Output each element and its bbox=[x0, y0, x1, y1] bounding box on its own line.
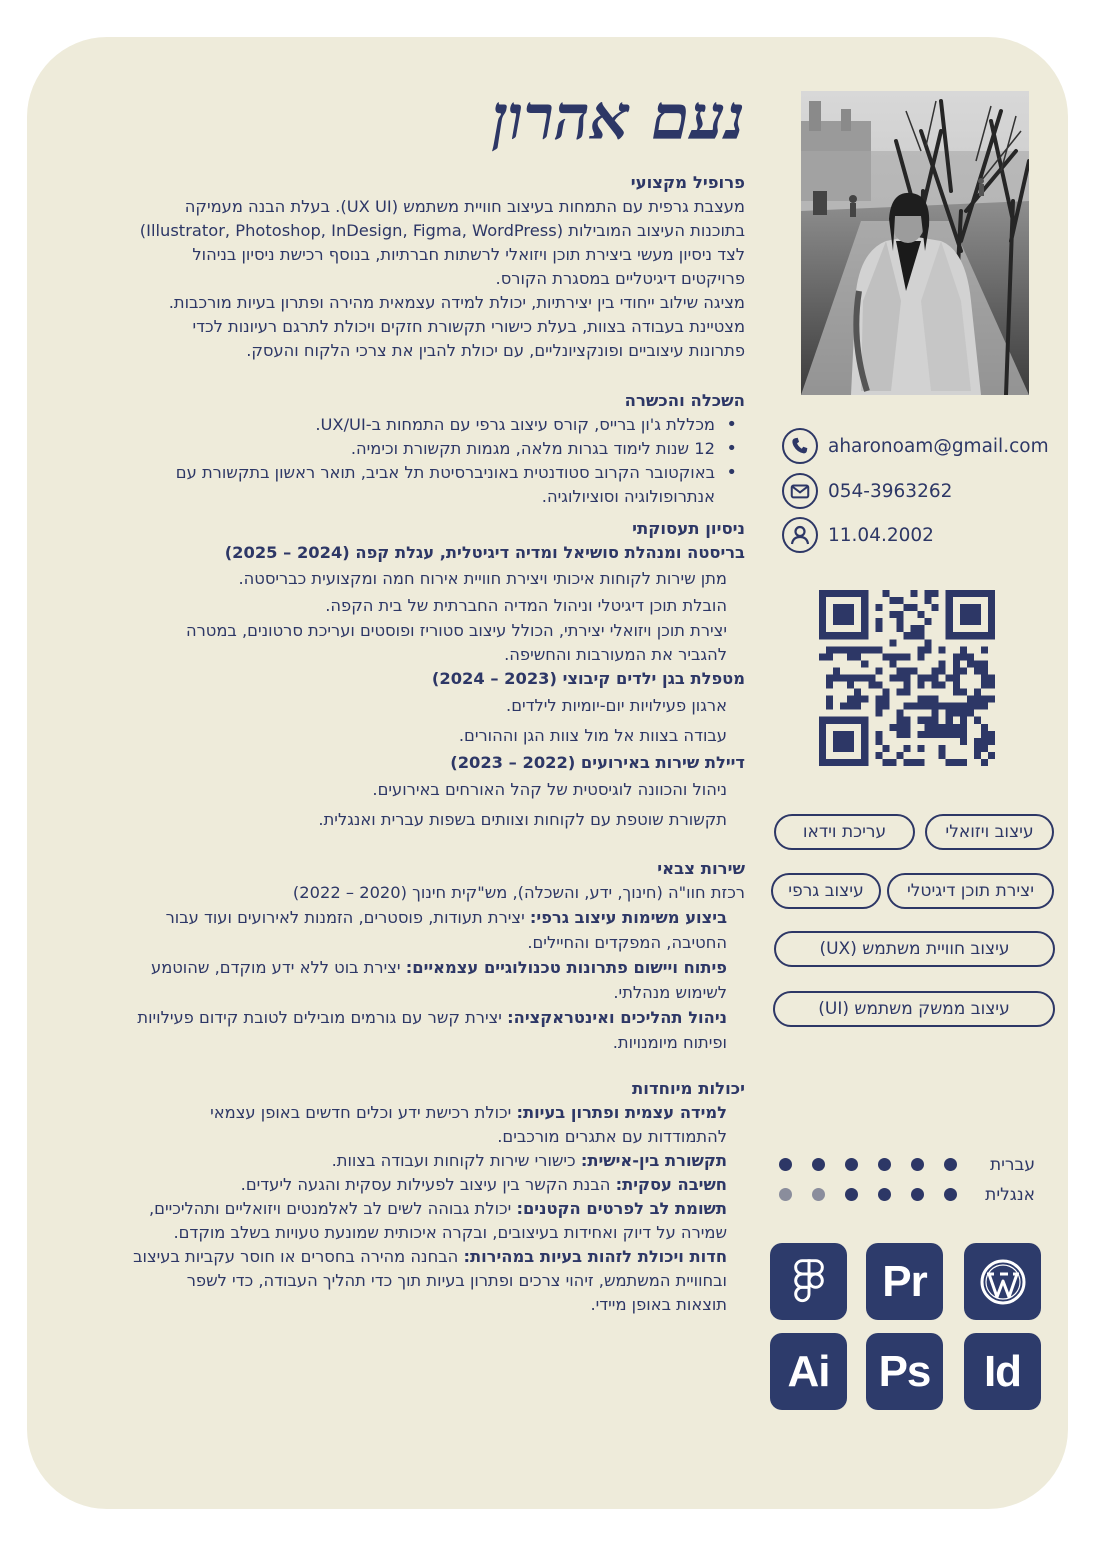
level-dot bbox=[878, 1188, 891, 1201]
job-title: מטפלת בגן ילדים קיבוצי (2023 – 2024) bbox=[431, 669, 745, 688]
language-row bbox=[775, 1152, 1045, 1178]
main-column bbox=[60, 171, 745, 1317]
education-item: • מכללת ג'ון ברייס, קורס עיצוב גרפי עם התמחות ב-UX/UI. bbox=[60, 413, 745, 437]
level-dot bbox=[779, 1158, 792, 1171]
job-line: מתן שירות לקוחות איכותי ויצירת חוויית אירוח חמה ומקצועית כבריסטה. bbox=[238, 569, 727, 588]
profile-line: מציגה שילוב ייחודי בין יצירתיות, יכולת למידה עצמאית מהירה ופתרון בעיות מורכבות. bbox=[168, 293, 745, 312]
ability-item: תשומת לב לפרטים הקטנים: יכולת גבוהה לשים לב לאלמנטים ויזואליים ותהליכיים, bbox=[148, 1199, 727, 1218]
level-dot bbox=[944, 1158, 957, 1171]
ability-item: חשיבה עסקית: הבנת הקשר בין עיצוב לפעילות עסקית והגעה ליעדים. bbox=[240, 1175, 727, 1194]
ability-item-cont: שמירה על דיוק ואחידות בעיצובים, ובקרה איכותית שמונעת טעויות בשלב מוקדם. bbox=[173, 1223, 727, 1242]
profile-section bbox=[60, 171, 745, 363]
military-item: ביצוע משימות עיצוב גרפי: יצירת תעודות, פוסטרים, הזמנות לאירועים ועוד עבור bbox=[165, 908, 727, 927]
education-title: השכלה והכשרה bbox=[624, 391, 745, 410]
education-section bbox=[60, 389, 745, 509]
resume-name: נעם אהרון bbox=[491, 81, 745, 154]
job-line: להגביר את המעורבות והחשיפה. bbox=[504, 645, 727, 664]
profile-title: פרופיל מקצועי bbox=[630, 173, 745, 192]
job-line: תקשורת שוטפת עם לקוחות וצוותים בשפות עברית ואנגלית. bbox=[318, 810, 727, 829]
abilities-title: יכולות מיוחדות bbox=[632, 1079, 745, 1098]
level-dot bbox=[878, 1158, 891, 1171]
skill-tag: עיצוב גרפי bbox=[771, 873, 881, 909]
level-dot bbox=[812, 1158, 825, 1171]
ability-item-cont: להתמודדות עם אתגרים מורכבים. bbox=[497, 1127, 727, 1146]
experience-title: ניסיון תעסוקתי bbox=[632, 519, 745, 538]
military-section bbox=[60, 857, 745, 1055]
level-dot bbox=[845, 1188, 858, 1201]
ability-item: למידה עצמית ופתרון בעיות: יכולת רכישת ידע וכלים חדשים באופן עצמאי bbox=[210, 1103, 727, 1122]
phone-text: 054-3963262 bbox=[828, 480, 953, 502]
military-item: ניהול תהליכים ואינטראקציה: יצירת קשר עם גורמים מובילים לטובת קידום פעילויות bbox=[137, 1008, 727, 1027]
education-item: • באוקטובר הקרוב סטודנטית באוניברסיטת תל אביב, תואר ראשון בתקשורת עם אנתרופולוגיה וסוציולוגיה. bbox=[60, 461, 745, 509]
military-item: פיתוח ויישום פתרונות טכנולוגיים עצמאיים: יצירת בוט ללא ידע מוקדם, שהוטמע bbox=[151, 958, 727, 977]
skill-tag: עיצוב חוויית משתמש (UX) bbox=[774, 931, 1055, 967]
birthdate-text: 11.04.2002 bbox=[828, 524, 934, 546]
education-item: • 12 שנות לימוד בגרות מלאה, מגמות תקשורת וכימיה. bbox=[60, 437, 745, 461]
military-item-cont: החטיבה, המפקדים והחיילים. bbox=[527, 933, 727, 952]
military-subtitle: רכזת חוו"ה (חינוך, ידע, והשכלה), מש"קית חינוך (2020 – 2022) bbox=[292, 883, 745, 902]
illustrator-icon: Ai bbox=[770, 1333, 847, 1410]
contact-phone[interactable] bbox=[780, 471, 1070, 511]
skill-tag: יצירת תוכן דיגיטלי bbox=[887, 873, 1054, 909]
photoshop-icon: Ps bbox=[866, 1333, 943, 1410]
ability-item-cont: תוצאות באופן מיידי. bbox=[590, 1295, 727, 1314]
job-line: יצירת תוכן ויזואלי יצירתי, הכולל עיצוב סטוריז ופוסטים ועריכת סרטונים, במטרה bbox=[185, 621, 727, 640]
language-row bbox=[775, 1182, 1045, 1208]
job-line: הובלת תוכן דיגיטלי וניהול המדיה החברתית של בית הקפה. bbox=[325, 596, 727, 615]
ability-item: תקשורת בין-אישית: כישורי שירות לקוחות ועבודה בצוות. bbox=[331, 1151, 727, 1170]
user-icon bbox=[782, 517, 818, 553]
skill-tag: עיצוב ממשק משתמש (UI) bbox=[773, 991, 1055, 1027]
profile-photo bbox=[801, 91, 1029, 395]
ability-item: חדות ויכולת לזהות בעיות במהירות: הבחנה מהירה בחסרים או חוסר עקביות בעיצוב bbox=[133, 1247, 727, 1266]
profile-line: מעצבת גרפית עם התמחות בעיצוב חוויית משתמש (UX UI). בעלת הבנה מעמיקה bbox=[184, 197, 745, 216]
profile-line: פרויקטים דיגיטליים במסגרת הקורס. bbox=[495, 269, 745, 288]
language-name: עברית bbox=[989, 1155, 1035, 1175]
email-text: aharonoam@gmail.com bbox=[828, 435, 1049, 457]
wordpress-icon bbox=[964, 1243, 1041, 1320]
level-dot bbox=[812, 1188, 825, 1201]
profile-line: בתוכנות העיצוב המובילות (Illustrator, Photoshop, InDesign, Figma, WordPress) bbox=[139, 221, 745, 240]
premiere-icon: Pr bbox=[866, 1243, 943, 1320]
profile-line: פתרונות עיצוביים ופונקציונליים, עם יכולת להבין את צרכי הלקוח והעסק. bbox=[246, 341, 745, 360]
abilities-section bbox=[60, 1077, 745, 1317]
contact-email[interactable] bbox=[780, 426, 1070, 466]
ability-item-cont: ובחוויית המשתמש, זיהוי צרכים ופתרון בעיות תוך כדי תהליך העבודה, כדי לשפר bbox=[186, 1271, 727, 1290]
contact-birthdate bbox=[780, 515, 1070, 555]
military-title: שירות צבאי bbox=[657, 859, 745, 878]
level-dot bbox=[779, 1188, 792, 1201]
job-line: ניהול והכוונה לוגיסטית של קהל האורחים באירועים. bbox=[372, 780, 727, 799]
indesign-icon: Id bbox=[964, 1333, 1041, 1410]
job-line: עבודה בצוות אל מול צוות הגן וההורים. bbox=[458, 726, 727, 745]
level-dot bbox=[944, 1188, 957, 1201]
military-item-cont: ופיתוח מיומנויות. bbox=[612, 1033, 727, 1052]
level-dot bbox=[911, 1188, 924, 1201]
phone-icon bbox=[782, 428, 818, 464]
profile-line: לצד ניסיון מעשי ביצירת תוכן ויזואלי לרשתות חברתיות, בנוסף רכישת ניסיון בניהול bbox=[192, 245, 745, 264]
job-title: דיילת שירות באירועים (2022 – 2023) bbox=[450, 753, 745, 772]
level-dot bbox=[845, 1158, 858, 1171]
qr-code[interactable] bbox=[819, 590, 995, 766]
mail-icon bbox=[782, 473, 818, 509]
job-title: בריסטה ומנהלת סושיאל ומדיה דיגיטלית, עגלת קפה (2024 – 2025) bbox=[224, 543, 745, 562]
skill-tag: עריכת וידאו bbox=[774, 814, 915, 850]
military-item-cont: לשימוש מנהלתי. bbox=[613, 983, 727, 1002]
experience-section bbox=[60, 517, 745, 835]
language-name: אנגלית bbox=[985, 1185, 1035, 1205]
profile-line: מצטיינת בעבודה בצוות, בעלת כישורי תקשורת חזקים ויכולת לתרגם רעיונות לכדי bbox=[192, 317, 745, 336]
skill-tag: עיצוב ויזואלי bbox=[925, 814, 1054, 850]
job-line: ארגון פעילויות יום-יומיות לילדים. bbox=[506, 696, 727, 715]
level-dot bbox=[911, 1158, 924, 1171]
figma-icon bbox=[770, 1243, 847, 1320]
